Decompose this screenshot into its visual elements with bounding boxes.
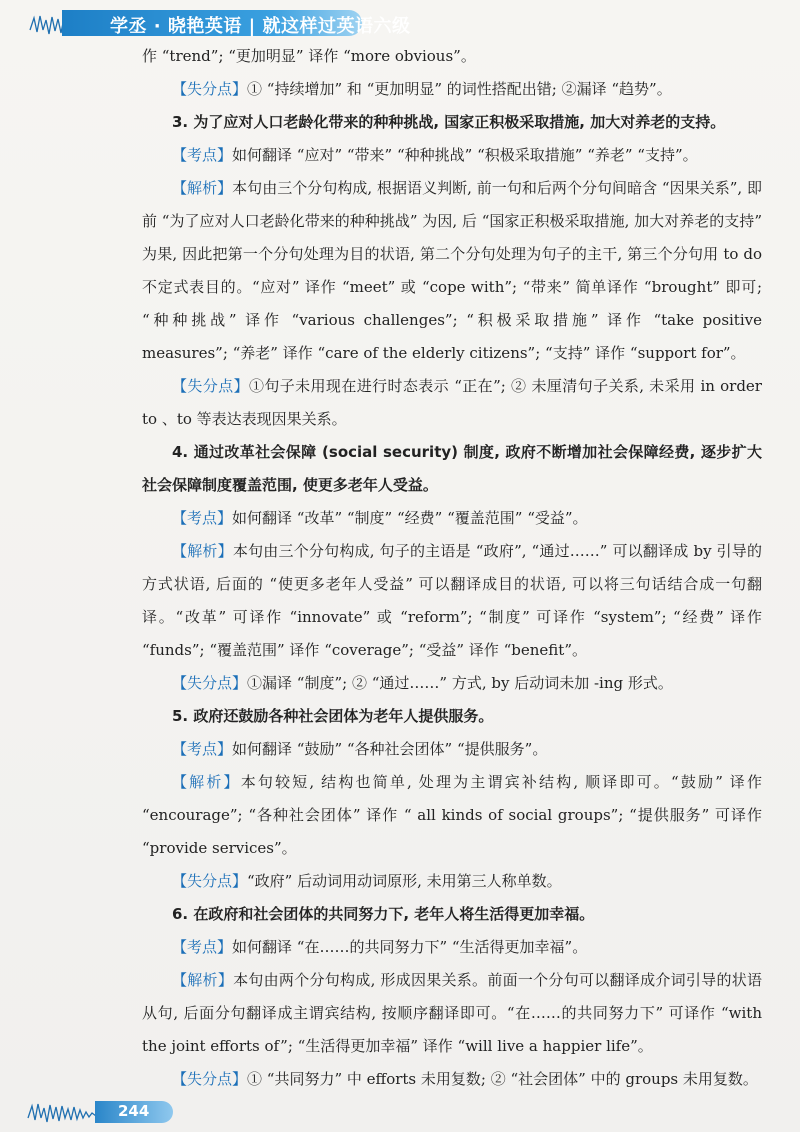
footer-decoration-icon xyxy=(26,1098,106,1126)
paragraph-text: 3. 为了应对人口老龄化带来的种种挑战, 国家正积极采取措施, 加大对养老的支持。 xyxy=(172,113,726,131)
paragraph xyxy=(142,766,762,865)
section-tag: 【失分点】 xyxy=(172,1070,248,1088)
paragraph xyxy=(142,865,762,898)
question-sentence xyxy=(142,106,762,139)
paragraph xyxy=(142,40,762,73)
page-number: 244 xyxy=(118,1102,150,1120)
section-tag: 【失分点】 xyxy=(172,377,249,395)
question-sentence xyxy=(142,700,762,733)
paragraph xyxy=(142,964,762,1063)
paragraph xyxy=(142,1063,762,1096)
paragraph-text: 作 “trend”; “更加明显” 译作 “more obvious”。 xyxy=(142,47,476,65)
section-tag: 【考点】 xyxy=(172,938,233,956)
section-tag: 【失分点】 xyxy=(172,872,248,890)
paragraph xyxy=(142,667,762,700)
paragraph-text: 5. 政府还鼓励各种社会团体为老年人提供服务。 xyxy=(172,707,494,725)
paragraph-text: “政府” 后动词用动词原形, 未用第三人称单数。 xyxy=(247,872,562,890)
paragraph xyxy=(142,931,762,964)
question-sentence xyxy=(142,436,762,502)
paragraph-text: 本句由两个分句构成, 形成因果关系。前面一个分句可以翻译成介词引导的状语从句, 后面分句翻译成主谓宾结构, 按顺序翻译即可。“在……的共同努力下” 可译作 “with the joint efforts of”; “生活得更加幸福” 译作 “will live a happier life”。 xyxy=(142,971,762,1055)
section-tag: 【解析】 xyxy=(172,542,233,560)
section-tag: 【考点】 xyxy=(172,509,233,527)
section-tag: 【解析】 xyxy=(172,773,241,791)
paragraph-text: 如何翻译 “鼓励” “各种社会团体” “提供服务”。 xyxy=(232,740,548,758)
paragraph-text: 如何翻译 “应对” “带来” “种种挑战” “积极采取措施” “养老” “支持”。 xyxy=(232,146,698,164)
paragraph-text: 本句由三个分句构成, 根据语义判断, 前一句和后两个分句间暗含 “因果关系”, 即前 “为了应对人口老龄化带来的种种挑战” 为因, 后 “国家正积极采取措施, 加大对养老的支持” 为果, 因此把第一个分句处理为目的状语, 第二个分句处理为句子的主干, 第三个分句用 to do 不定式表目的。“应对” 译作 “meet” 或 “cope with”; “带来” 简单译作 “brought” 即可; “种种挑战” 译作 “various challenges”; “积极采取措施” 译作 “take positive measures”; “养老” 译作 “care of the elderly citizens”; “支持” 译作 “support for”。 xyxy=(142,179,762,362)
paragraph xyxy=(142,502,762,535)
paragraph-text: 本句较短, 结构也简单, 处理为主谓宾补结构, 顺译即可。“鼓励” 译作 “encourage”; “各种社会团体” 译作 “ all kinds of social groups”; “提供服务” 可译作 “provide services”。 xyxy=(142,773,762,857)
paragraph xyxy=(142,370,762,436)
header-title: 学丞 · 晓艳英语 | 就这样过英语六级 xyxy=(110,16,411,37)
page-content xyxy=(142,40,762,1096)
paragraph xyxy=(142,73,762,106)
paragraph-text: 本句由三个分句构成, 句子的主语是 “政府”, “通过……” 可以翻译成 by 引导的方式状语, 后面的 “使更多老年人受益” 可以翻译成目的状语, 可以将三句话结合成一句翻译。“改革” 可译作 “innovate” 或 “reform”; “制度” 可译作 “system”; “经费” 译作 “funds”; “覆盖范围” 译作 “coverage”; “受益” 译作 “benefit”。 xyxy=(142,542,762,659)
section-tag: 【失分点】 xyxy=(172,80,248,98)
section-tag: 【考点】 xyxy=(172,740,233,758)
paragraph-text: ① “共同努力” 中 efforts 未用复数; ② “社会团体” 中的 groups 未用复数。 xyxy=(247,1070,758,1088)
question-sentence xyxy=(142,898,762,931)
paragraph xyxy=(142,139,762,172)
paragraph xyxy=(142,172,762,370)
paragraph-text: 如何翻译 “改革” “制度” “经费” “覆盖范围” “受益”。 xyxy=(232,509,588,527)
paragraph-text: 如何翻译 “在……的共同努力下” “生活得更加幸福”。 xyxy=(232,938,588,956)
section-tag: 【解析】 xyxy=(172,179,233,197)
paragraph xyxy=(142,535,762,667)
paragraph-text: ① “持续增加” 和 “更加明显” 的词性搭配出错; ②漏译 “趋势”。 xyxy=(247,80,672,98)
section-tag: 【考点】 xyxy=(172,146,233,164)
paragraph-text: ①句子未用现在进行时态表示 “正在”; ② 未厘清句子关系, 未采用 in order to 、to 等表达表现因果关系。 xyxy=(142,377,762,428)
section-tag: 【解析】 xyxy=(172,971,234,989)
section-tag: 【失分点】 xyxy=(172,674,248,692)
paragraph-text: 6. 在政府和社会团体的共同努力下, 老年人将生活得更加幸福。 xyxy=(172,905,595,923)
paragraph xyxy=(142,733,762,766)
paragraph-text: 4. 通过改革社会保障 (social security) 制度, 政府不断增加社会保障经费, 逐步扩大社会保障制度覆盖范围, 使更多老年人受益。 xyxy=(142,443,762,494)
paragraph-text: ①漏译 “制度”; ② “通过……” 方式, by 后动词未加 -ing 形式。 xyxy=(247,674,673,692)
